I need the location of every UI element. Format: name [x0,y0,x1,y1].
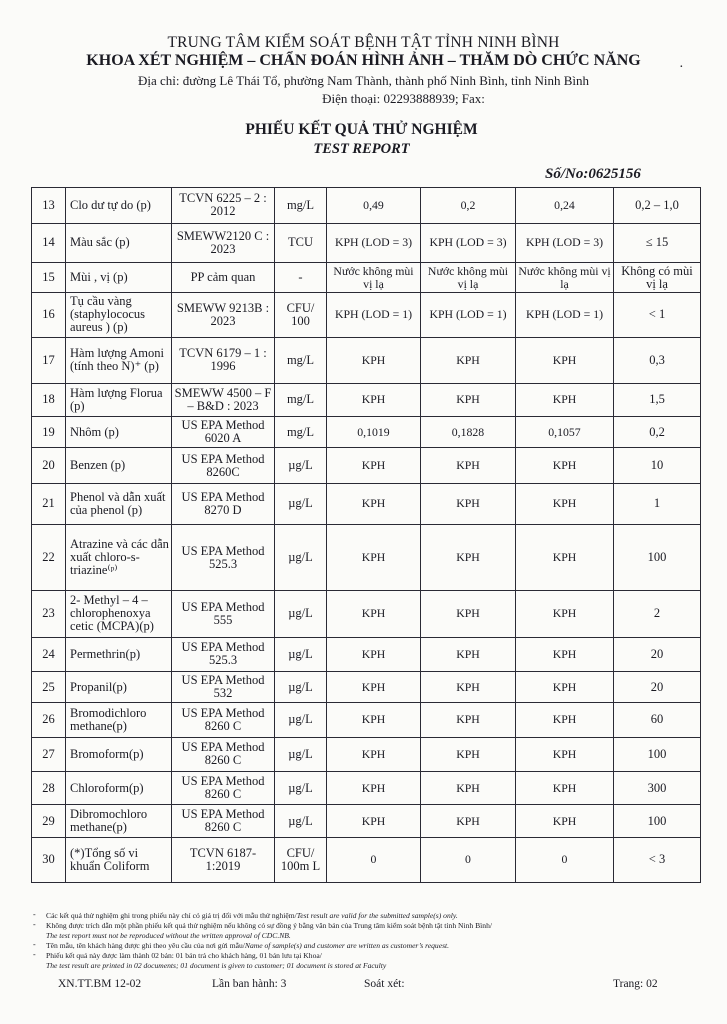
limit-value: ≤ 15 [614,223,701,263]
row-number: 18 [32,383,66,416]
table-row [32,837,701,882]
result-sample-1: KPH [327,637,421,671]
parameter-name: Hàm lượng Amoni (tính theo N)⁺ (p) [66,337,172,383]
parameter-name: Hàm lượng Florua (p) [66,383,172,416]
result-sample-3: KPH [516,524,614,591]
result-sample-3: KPH [516,383,614,416]
limit-value: Không có mùi vị lạ [614,263,701,293]
dot-mark: · [679,60,684,75]
row-number: 21 [32,483,66,524]
note-en: The test result are printed in 02 documents; 01 document is given to customer; 01 document is stored at Faculty [46,961,387,970]
unit: µg/L [275,483,327,524]
parameter-name: Màu sắc (p) [66,223,172,263]
result-sample-2: KPH (LOD = 1) [421,293,516,337]
result-sample-1: KPH (LOD = 1) [327,293,421,337]
result-sample-2: KPH [421,483,516,524]
unit: µg/L [275,672,327,703]
table-row [32,293,701,337]
result-sample-1: Nước không mùi vị lạ [327,263,421,293]
limit-value: 2 [614,591,701,637]
result-sample-2: KPH [421,337,516,383]
result-sample-2: KPH [421,772,516,805]
test-method: US EPA Method 8260C [172,448,275,484]
row-number: 16 [32,293,66,337]
test-method: SMEWW2120 C : 2023 [172,223,275,263]
note-line [46,931,291,940]
test-method: TCVN 6179 – 1 : 1996 [172,337,275,383]
unit: mg/L [275,337,327,383]
test-method: US EPA Method 525.3 [172,524,275,591]
unit: - [275,263,327,293]
unit: CFU/ 100 [275,293,327,337]
note-vi: Các kết quả thử nghiệm ghi trong phiếu này chỉ có giá trị đối với mẫu thử nghiệm/ [46,911,297,920]
reviewed: Soát xét: [364,978,405,990]
result-sample-3: KPH (LOD = 1) [516,293,614,337]
parameter-name: 2- Methyl – 4 – chlorophenoxya cetic (MCPA)(p) [66,591,172,637]
result-sample-3: KPH [516,737,614,771]
result-sample-1: KPH [327,737,421,771]
result-sample-1: 0 [327,837,421,882]
limit-value: 20 [614,672,701,703]
test-method: US EPA Method 8260 C [172,772,275,805]
table-row [32,772,701,805]
unit: µg/L [275,637,327,671]
result-sample-2: KPH [421,448,516,484]
result-sample-2: KPH [421,672,516,703]
test-method: TCVN 6225 – 2 : 2012 [172,188,275,224]
bullet-dash: - [33,950,36,959]
row-number: 30 [32,837,66,882]
unit: mg/L [275,188,327,224]
row-number: 23 [32,591,66,637]
result-sample-2: KPH [421,805,516,837]
result-sample-1: 0,1019 [327,417,421,448]
result-sample-1: KPH [327,703,421,737]
table-row [32,223,701,263]
limit-value: 10 [614,448,701,484]
row-number: 14 [32,223,66,263]
table-row [32,483,701,524]
parameter-name: Permethrin(p) [66,637,172,671]
result-sample-3: KPH [516,483,614,524]
unit: CFU/ 100m L [275,837,327,882]
bullet-dash: - [33,920,36,929]
result-sample-3: 0,24 [516,188,614,224]
table-row [32,417,701,448]
parameter-name: Bromodichloro methane(p) [66,703,172,737]
parameter-name: Clo dư tự do (p) [66,188,172,224]
test-method: US EPA Method 8260 C [172,703,275,737]
result-sample-1: KPH [327,672,421,703]
test-method: US EPA Method 525.3 [172,637,275,671]
note-line [46,951,322,960]
result-sample-1: KPH [327,337,421,383]
row-number: 26 [32,703,66,737]
parameter-name: (*)Tổng số vi khuẩn Coliform [66,837,172,882]
row-number: 19 [32,417,66,448]
parameter-name: Nhôm (p) [66,417,172,448]
unit: µg/L [275,448,327,484]
result-sample-1: KPH [327,383,421,416]
unit: mg/L [275,417,327,448]
limit-value: 1,5 [614,383,701,416]
row-number: 28 [32,772,66,805]
result-sample-1: KPH [327,448,421,484]
result-sample-3: KPH [516,772,614,805]
edition: Lần ban hành: 3 [212,978,287,990]
result-sample-2: KPH [421,524,516,591]
limit-value: 20 [614,637,701,671]
table-row [32,591,701,637]
test-method: US EPA Method 8260 C [172,737,275,771]
parameter-name: Chloroform(p) [66,772,172,805]
result-sample-1: KPH [327,591,421,637]
table-row [32,737,701,771]
result-sample-2: 0,2 [421,188,516,224]
report-title-en: TEST REPORT [313,141,410,157]
row-number: 29 [32,805,66,837]
result-sample-2: 0 [421,837,516,882]
result-sample-2: KPH [421,591,516,637]
address-line: Địa chỉ: đường Lê Thái Tổ, phường Nam Thành, thành phố Ninh Bình, tỉnh Ninh Bình [137,73,590,88]
result-sample-2: KPH [421,383,516,416]
row-number: 13 [32,188,66,224]
unit: µg/L [275,805,327,837]
limit-value: 60 [614,703,701,737]
unit: µg/L [275,703,327,737]
table-row [32,263,701,293]
limit-value: 0,3 [614,337,701,383]
note-en: The test report must not be reproduced without the written approval of CDC.NB. [46,931,291,940]
test-method: PP cảm quan [172,263,275,293]
note-line [46,921,492,930]
test-method: US EPA Method 8270 D [172,483,275,524]
note-line [46,941,449,950]
test-method: SMEWW 4500 – F – B&D : 2023 [172,383,275,416]
page-number: Trang: 02 [613,978,658,990]
row-number: 20 [32,448,66,484]
limit-value: 100 [614,524,701,591]
result-sample-1: KPH (LOD = 3) [327,223,421,263]
test-method: US EPA Method 6020 A [172,417,275,448]
result-sample-1: KPH [327,483,421,524]
result-sample-3: KPH [516,337,614,383]
table-row [32,805,701,837]
table-row [32,337,701,383]
limit-value: 300 [614,772,701,805]
limit-value: 100 [614,805,701,837]
result-sample-3: 0,1057 [516,417,614,448]
parameter-name: Benzen (p) [66,448,172,484]
unit: µg/L [275,772,327,805]
note-vi: Không được trích dẫn một phần phiếu kết quả thử nghiệm nếu không có sự đồng ý bằng văn bản của Trung tâm kiểm soát bệnh tật tỉnh Ninh Bình/ [46,921,492,930]
table-row [32,383,701,416]
parameter-name: Dibromochloro methane(p) [66,805,172,837]
form-code: XN.TT.BM 12-02 [58,978,142,990]
parameter-name: Mùi , vị (p) [66,263,172,293]
center-name: TRUNG TÂM KIỂM SOÁT BỆNH TẬT TỈNH NINH BÌNH [167,34,560,51]
limit-value: 0,2 – 1,0 [614,188,701,224]
note-line [46,961,386,970]
note-vi: Phiếu kết quả này được làm thành 02 bản: 01 bản trả cho khách hàng, 01 bản lưu tại Khoa/ [46,951,322,960]
phone-line: Điện thoại: 02293888939; Fax: [322,91,485,106]
result-sample-3: KPH [516,637,614,671]
test-method: US EPA Method 8260 C [172,805,275,837]
unit: mg/L [275,383,327,416]
test-method: SMEWW 9213B : 2023 [172,293,275,337]
report-number: Số/No:0625156 [545,166,641,182]
result-sample-2: 0,1828 [421,417,516,448]
row-number: 24 [32,637,66,671]
result-sample-2: KPH [421,703,516,737]
parameter-name: Tụ cầu vàng (staphylococus aureus ) (p) [66,293,172,337]
table-row [32,672,701,703]
result-sample-1: 0,49 [327,188,421,224]
unit: TCU [275,223,327,263]
result-sample-1: KPH [327,772,421,805]
note-line [46,911,458,920]
report-title-vi: PHIẾU KẾT QUẢ THỬ NGHIỆM [245,121,478,138]
unit: µg/L [275,591,327,637]
limit-value: < 1 [614,293,701,337]
result-sample-3: Nước không mùi vị lạ [516,263,614,293]
result-sample-2: KPH [421,737,516,771]
result-sample-3: KPH [516,703,614,737]
test-method: TCVN 6187-1:2019 [172,837,275,882]
table-row [32,188,701,224]
department-name: KHOA XÉT NGHIỆM – CHẨN ĐOÁN HÌNH ẢNH – THĂM DÒ CHỨC NĂNG [86,52,641,69]
unit: µg/L [275,737,327,771]
row-number: 25 [32,672,66,703]
note-en: Name of sample(s) and customer are written as customer’s request. [244,941,450,950]
result-sample-3: KPH [516,448,614,484]
result-sample-2: KPH [421,637,516,671]
bullet-dash: - [33,910,36,919]
parameter-name: Phenol và dẫn xuất của phenol (p) [66,483,172,524]
result-sample-3: KPH (LOD = 3) [516,223,614,263]
result-sample-3: 0 [516,837,614,882]
parameter-name: Propanil(p) [66,672,172,703]
table-row [32,703,701,737]
result-sample-1: KPH [327,805,421,837]
test-method: US EPA Method 532 [172,672,275,703]
table-row [32,524,701,591]
bullet-dash: - [33,940,36,949]
limit-value: < 3 [614,837,701,882]
note-vi: Tên mẫu, tên khách hàng được ghi theo yêu cầu của nơi gửi mẫu/ [46,941,245,950]
limit-value: 100 [614,737,701,771]
row-number: 17 [32,337,66,383]
table-row [32,637,701,671]
result-sample-2: Nước không mùi vị lạ [421,263,516,293]
row-number: 22 [32,524,66,591]
parameter-name: Atrazine và các dẫn xuất chloro-s-triazine⁽ᵖ⁾ [66,524,172,591]
note-en: Test result are valid for the submitted sample(s) only. [296,911,458,920]
unit: µg/L [275,524,327,591]
results-table [31,187,701,883]
result-sample-1: KPH [327,524,421,591]
table-row [32,448,701,484]
test-method: US EPA Method 555 [172,591,275,637]
parameter-name: Bromoform(p) [66,737,172,771]
result-sample-3: KPH [516,591,614,637]
limit-value: 0,2 [614,417,701,448]
limit-value: 1 [614,483,701,524]
result-sample-3: KPH [516,805,614,837]
result-sample-2: KPH (LOD = 3) [421,223,516,263]
row-number: 15 [32,263,66,293]
result-sample-3: KPH [516,672,614,703]
row-number: 27 [32,737,66,771]
